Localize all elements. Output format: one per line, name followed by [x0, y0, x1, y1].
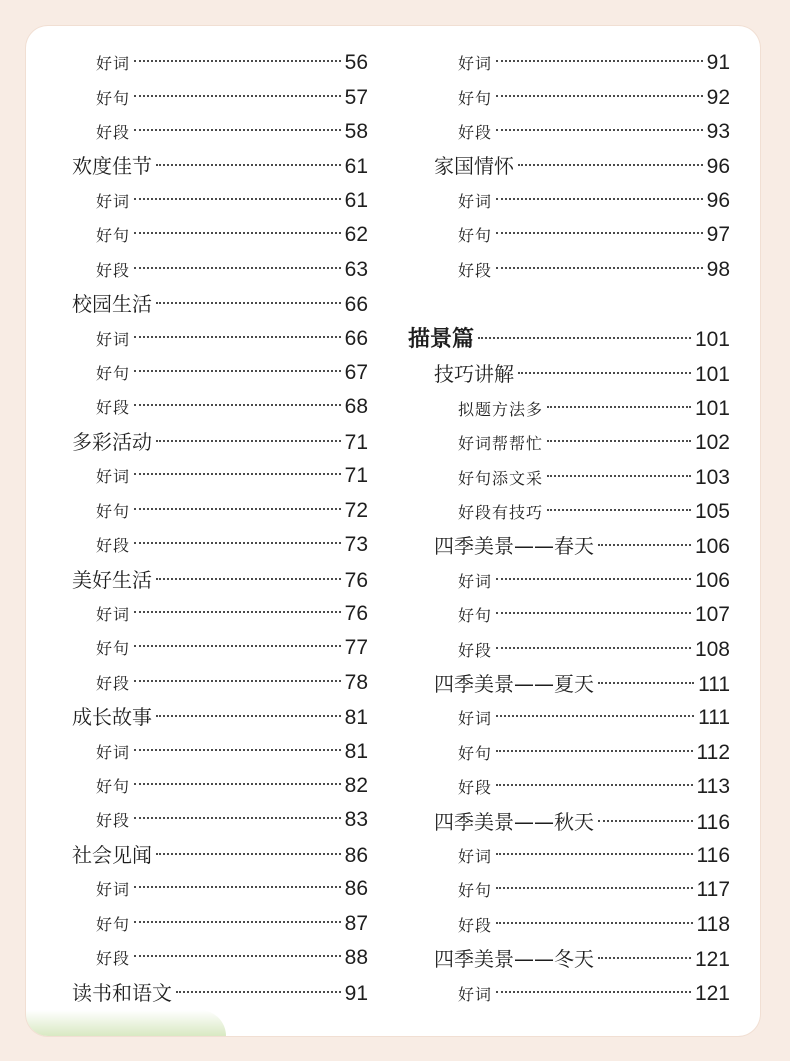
toc-page-number: 96 — [706, 155, 730, 178]
toc-entry-title: 好词 — [96, 605, 131, 624]
toc-entry[interactable] — [96, 253, 368, 287]
dot-leader — [134, 267, 341, 269]
toc-page-number: 83 — [344, 808, 368, 831]
toc-entry[interactable] — [96, 872, 368, 906]
dot-leader — [156, 715, 341, 717]
toc-page-number: 107 — [694, 603, 730, 626]
toc-entry-title: 好句 — [96, 226, 131, 245]
toc-page-number: 71 — [344, 464, 368, 487]
dot-leader — [156, 440, 341, 442]
toc-entry[interactable] — [96, 597, 368, 631]
toc-entry-title: 好段有技巧 — [458, 503, 544, 522]
toc-entry-title: 好词 — [96, 467, 131, 486]
toc-entry[interactable] — [458, 701, 730, 735]
dot-leader — [156, 853, 341, 855]
toc-entry-title: 好句 — [96, 777, 131, 796]
toc-entry[interactable] — [96, 803, 368, 837]
toc-page-number: 96 — [706, 189, 730, 212]
toc-page-number: 76 — [344, 569, 368, 592]
toc-entry[interactable] — [458, 977, 730, 1011]
dot-leader — [134, 95, 341, 97]
toc-page-number: 57 — [344, 86, 368, 109]
toc-entry[interactable] — [96, 666, 368, 700]
toc-entry[interactable] — [458, 46, 730, 80]
toc-page-number: 93 — [706, 120, 730, 143]
toc-entry[interactable] — [96, 390, 368, 424]
dot-leader — [496, 60, 703, 62]
toc-page-number: 77 — [344, 636, 368, 659]
toc-page-number: 101 — [694, 397, 730, 420]
dot-leader — [134, 232, 341, 234]
dot-leader — [134, 921, 341, 923]
toc-entry[interactable] — [458, 184, 730, 218]
toc-page-number: 111 — [698, 706, 730, 729]
toc-entry-title: 社会见闻 — [72, 843, 152, 867]
dot-leader — [156, 302, 341, 304]
toc-entry-title: 好句 — [96, 639, 131, 658]
toc-page-number: 112 — [696, 741, 730, 764]
toc-page-number: 66 — [344, 293, 368, 316]
toc-entry-title: 好句 — [458, 606, 493, 625]
toc-entry-title: 好段 — [458, 123, 493, 142]
dot-leader — [598, 544, 691, 546]
toc-entry[interactable] — [96, 941, 368, 975]
toc-entry[interactable] — [96, 769, 368, 803]
dot-leader — [496, 715, 694, 717]
toc-entry[interactable] — [458, 253, 730, 287]
toc-entry-title: 四季美景——夏天 — [434, 672, 594, 696]
dot-leader — [134, 404, 341, 406]
toc-page-number: 121 — [694, 982, 730, 1005]
dot-leader — [134, 817, 341, 819]
toc-entry-title: 好词 — [458, 572, 493, 591]
dot-leader — [134, 198, 341, 200]
toc-entry-title: 好段 — [458, 641, 493, 660]
dot-leader — [496, 750, 693, 752]
toc-entry[interactable] — [96, 907, 368, 941]
toc-entry-title: 好句 — [458, 744, 493, 763]
toc-entry[interactable] — [458, 839, 730, 873]
toc-page-number: 117 — [696, 878, 730, 901]
toc-entry[interactable] — [96, 528, 368, 562]
toc-entry-title: 好段 — [458, 778, 493, 797]
dot-leader — [496, 647, 691, 649]
toc-entry[interactable] — [96, 356, 368, 390]
toc-entry[interactable] — [458, 598, 730, 632]
toc-page-number: 81 — [344, 706, 368, 729]
toc-entry[interactable] — [72, 838, 368, 872]
toc-entry-title: 好句添文采 — [458, 469, 544, 488]
toc-entry-title: 四季美景——冬天 — [434, 947, 594, 971]
toc-page-number: 56 — [344, 51, 368, 74]
toc-entry[interactable] — [434, 667, 730, 701]
dot-leader — [496, 129, 703, 131]
dot-leader — [134, 129, 341, 131]
toc-entry[interactable] — [434, 149, 730, 183]
toc-page-number: 81 — [344, 740, 368, 763]
toc-entry-title: 好词帮帮忙 — [458, 434, 544, 453]
toc-entry[interactable] — [434, 942, 730, 976]
toc-entry[interactable] — [458, 461, 730, 495]
toc-page-number: 98 — [706, 258, 730, 281]
toc-entry[interactable] — [72, 149, 368, 183]
toc-page-number: 72 — [344, 499, 368, 522]
toc-page-number: 116 — [696, 844, 730, 867]
toc-entry[interactable] — [458, 392, 730, 426]
toc-entry[interactable] — [458, 426, 730, 460]
toc-page-number: 97 — [706, 223, 730, 246]
dot-leader — [598, 820, 693, 822]
dot-leader — [496, 578, 691, 580]
toc-entry[interactable] — [458, 115, 730, 149]
dot-leader — [496, 232, 703, 234]
dot-leader — [134, 611, 341, 613]
toc-entry[interactable] — [96, 494, 368, 528]
toc-page-number: 87 — [344, 912, 368, 935]
toc-page-number: 91 — [344, 982, 368, 1005]
toc-entry[interactable] — [434, 529, 730, 563]
toc-entry-title: 描景篇 — [408, 327, 475, 352]
toc-entry[interactable] — [458, 770, 730, 804]
toc-entry-title: 好段 — [96, 674, 131, 693]
toc-entry[interactable] — [96, 81, 368, 115]
toc-entry[interactable] — [434, 357, 730, 391]
toc-page-number: 78 — [344, 671, 368, 694]
toc-page-number: 58 — [344, 120, 368, 143]
toc-page-number: 106 — [694, 569, 730, 592]
dot-leader — [134, 749, 341, 751]
dot-leader — [496, 784, 693, 786]
dot-leader — [156, 578, 341, 580]
toc-page-number: 86 — [344, 844, 368, 867]
toc-page — [26, 26, 760, 1036]
dot-leader — [134, 542, 341, 544]
dot-leader — [496, 198, 703, 200]
dot-leader — [496, 887, 693, 889]
dot-leader — [496, 922, 693, 924]
toc-page-number: 121 — [694, 948, 730, 971]
dot-leader — [547, 440, 691, 442]
toc-entry-title: 好词 — [458, 54, 493, 73]
dot-leader — [518, 372, 691, 374]
toc-entry[interactable] — [434, 805, 730, 839]
toc-page-number: 63 — [344, 258, 368, 281]
toc-page-number: 86 — [344, 877, 368, 900]
dot-leader — [518, 164, 703, 166]
toc-page-number: 91 — [706, 51, 730, 74]
toc-page-number: 92 — [706, 86, 730, 109]
dot-leader — [547, 406, 691, 408]
toc-entry-title: 四季美景——秋天 — [434, 810, 594, 834]
dot-leader — [134, 955, 341, 957]
toc-entry-title: 好段 — [96, 123, 131, 142]
decorative-leaf-strip — [26, 1010, 226, 1036]
toc-entry-title: 欢度佳节 — [72, 154, 152, 178]
toc-entry-title: 好段 — [96, 261, 131, 280]
toc-page-number: 66 — [344, 327, 368, 350]
toc-page-number: 73 — [344, 533, 368, 556]
toc-page-number: 105 — [694, 500, 730, 523]
toc-entry-title: 好句 — [458, 881, 493, 900]
toc-entry-title: 好句 — [458, 226, 493, 245]
dot-leader — [496, 267, 703, 269]
toc-page-number: 88 — [344, 946, 368, 969]
toc-entry[interactable] — [408, 323, 730, 357]
toc-entry[interactable] — [458, 873, 730, 907]
toc-entry[interactable] — [96, 46, 368, 80]
toc-entry-title: 好词 — [458, 847, 493, 866]
toc-page-number: 68 — [344, 395, 368, 418]
toc-entry-title: 家国情怀 — [434, 154, 514, 178]
toc-entry[interactable] — [96, 322, 368, 356]
toc-page-number: 116 — [696, 811, 730, 834]
toc-entry-title: 好段 — [458, 916, 493, 935]
dot-leader — [134, 336, 341, 338]
toc-entry-title: 四季美景——春天 — [434, 534, 594, 558]
toc-entry[interactable] — [458, 218, 730, 252]
dot-leader — [134, 645, 341, 647]
toc-page-number: 101 — [694, 363, 730, 386]
toc-entry[interactable] — [72, 287, 368, 321]
toc-entry[interactable] — [458, 736, 730, 770]
toc-entry-title: 好词 — [458, 709, 493, 728]
toc-entry[interactable] — [96, 631, 368, 665]
dot-leader — [496, 853, 693, 855]
toc-entry-title: 好段 — [96, 811, 131, 830]
toc-page-number: 61 — [344, 189, 368, 212]
dot-leader — [134, 473, 341, 475]
toc-entry[interactable] — [96, 184, 368, 218]
toc-entry[interactable] — [96, 735, 368, 769]
dot-leader — [134, 680, 341, 682]
toc-entry[interactable] — [458, 908, 730, 942]
toc-entry[interactable] — [72, 563, 368, 597]
toc-page-number: 113 — [696, 775, 730, 798]
toc-entry-title: 美好生活 — [72, 568, 152, 592]
toc-entry-title: 好句 — [96, 364, 131, 383]
toc-entry-title: 好段 — [96, 398, 131, 417]
toc-entry[interactable] — [458, 564, 730, 598]
toc-entry-title: 拟题方法多 — [458, 400, 544, 419]
toc-entry-title: 好词 — [458, 192, 493, 211]
toc-page-number: 62 — [344, 223, 368, 246]
dot-leader — [134, 886, 341, 888]
toc-entry-title: 好句 — [96, 915, 131, 934]
toc-entry-title: 好句 — [96, 502, 131, 521]
dot-leader — [156, 164, 341, 166]
toc-entry-title: 读书和语文 — [72, 981, 172, 1005]
toc-entry-title: 好词 — [96, 330, 131, 349]
toc-page-number: 106 — [694, 535, 730, 558]
toc-entry-title: 好段 — [458, 261, 493, 280]
toc-entry-title: 成长故事 — [72, 705, 152, 729]
toc-page-number: 101 — [694, 328, 730, 351]
toc-entry-title: 好段 — [96, 536, 131, 555]
dot-leader — [496, 612, 691, 614]
toc-entry-title: 好句 — [96, 89, 131, 108]
toc-page-number: 108 — [694, 638, 730, 661]
toc-entry-title: 好词 — [96, 743, 131, 762]
toc-page-number: 61 — [344, 155, 368, 178]
toc-entry[interactable] — [96, 459, 368, 493]
toc-entry-title: 技巧讲解 — [434, 362, 514, 386]
toc-page-number: 102 — [694, 431, 730, 454]
toc-entry-title: 好词 — [96, 880, 131, 899]
toc-entry[interactable] — [458, 633, 730, 667]
toc-entry-title: 好段 — [96, 949, 131, 968]
toc-entry-title: 好词 — [458, 985, 493, 1004]
toc-entry[interactable] — [458, 81, 730, 115]
toc-page-number: 82 — [344, 774, 368, 797]
dot-leader — [598, 682, 694, 684]
toc-entry[interactable] — [96, 115, 368, 149]
dot-leader — [134, 60, 341, 62]
dot-leader — [478, 337, 691, 339]
dot-leader — [547, 475, 691, 477]
dot-leader — [134, 783, 341, 785]
toc-page-number: 67 — [344, 361, 368, 384]
dot-leader — [496, 991, 691, 993]
dot-leader — [547, 509, 691, 511]
toc-page-number: 118 — [696, 913, 730, 936]
toc-entry-title: 多彩活动 — [72, 430, 152, 454]
toc-entry[interactable] — [458, 495, 730, 529]
toc-entry[interactable] — [96, 218, 368, 252]
toc-page-number: 71 — [344, 431, 368, 454]
toc-page-number: 103 — [694, 466, 730, 489]
dot-leader — [598, 957, 691, 959]
toc-entry[interactable] — [72, 700, 368, 734]
dot-leader — [176, 991, 341, 993]
toc-page-number: 76 — [344, 602, 368, 625]
toc-entry-title: 校园生活 — [72, 292, 152, 316]
toc-entry-title: 好词 — [96, 54, 131, 73]
toc-entry[interactable] — [72, 976, 368, 1010]
dot-leader — [134, 508, 341, 510]
dot-leader — [496, 95, 703, 97]
toc-page-number: 111 — [698, 673, 730, 696]
toc-entry-title: 好句 — [458, 89, 493, 108]
toc-entry-title: 好词 — [96, 192, 131, 211]
dot-leader — [134, 370, 341, 372]
toc-entry[interactable] — [72, 425, 368, 459]
